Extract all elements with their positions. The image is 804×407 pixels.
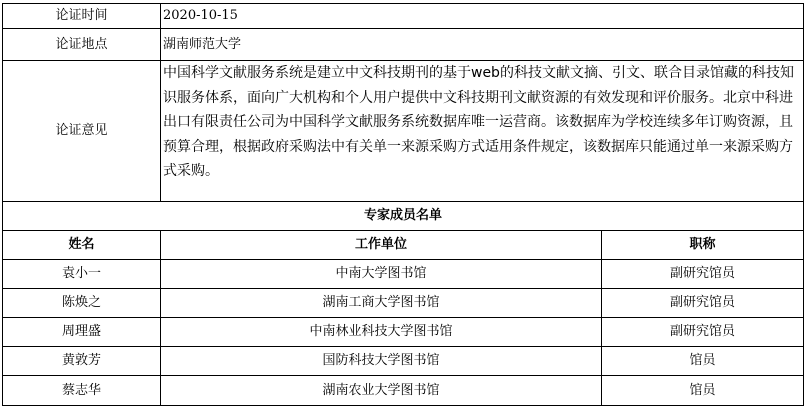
expert-title: 副研究馆员 <box>602 289 804 318</box>
expert-unit: 中南大学图书馆 <box>161 260 602 289</box>
place-value: 湖南师范大学 <box>161 29 804 61</box>
argument-table <box>2 3 804 406</box>
table-row <box>3 318 804 347</box>
expert-unit: 中南林业科技大学图书馆 <box>161 318 602 347</box>
opinion-label: 论证意见 <box>3 61 161 202</box>
header-title: 职称 <box>602 231 804 260</box>
expert-title: 副研究馆员 <box>602 318 804 347</box>
expert-header-row <box>3 231 804 260</box>
expert-name: 陈焕之 <box>3 289 161 318</box>
expert-name: 蔡志华 <box>3 376 161 406</box>
time-value: 2020-10-15 <box>161 4 804 29</box>
expert-unit: 湖南农业大学图书馆 <box>161 376 602 406</box>
expert-name: 袁小一 <box>3 260 161 289</box>
place-label: 论证地点 <box>3 29 161 61</box>
header-name: 姓名 <box>3 231 161 260</box>
expert-name: 周理盛 <box>3 318 161 347</box>
table-row <box>3 376 804 406</box>
expert-unit: 湖南工商大学图书馆 <box>161 289 602 318</box>
table-row <box>3 347 804 376</box>
section-title-row <box>3 202 804 231</box>
opinion-text: 中国科学文献服务系统是建立中文科技期刊的基于web的科技文献文摘、引文、联合目录馆藏的科技知识服务体系，面向广大机构和个人用户提供中文科技期刊文献资源的有效发现和评价服务。北京中科进出口有限责任公司为中国科学文献服务系统数据库唯一运营商。该数据库为学校连续多年订购资源，且预算合理，根据政府采购法中有关单一来源采购方式适用条件规定，该数据库只能通过单一来源采购方式采购。 <box>161 61 804 202</box>
table-row <box>3 289 804 318</box>
opinion-row <box>3 61 804 202</box>
expert-title: 馆员 <box>602 376 804 406</box>
table-row <box>3 260 804 289</box>
time-row <box>3 4 804 29</box>
expert-section-title: 专家成员名单 <box>3 202 804 231</box>
expert-title: 馆员 <box>602 347 804 376</box>
expert-unit: 国防科技大学图书馆 <box>161 347 602 376</box>
expert-name: 黄敦芳 <box>3 347 161 376</box>
expert-title: 副研究馆员 <box>602 260 804 289</box>
place-row <box>3 29 804 61</box>
header-unit: 工作单位 <box>161 231 602 260</box>
time-label: 论证时间 <box>3 4 161 29</box>
